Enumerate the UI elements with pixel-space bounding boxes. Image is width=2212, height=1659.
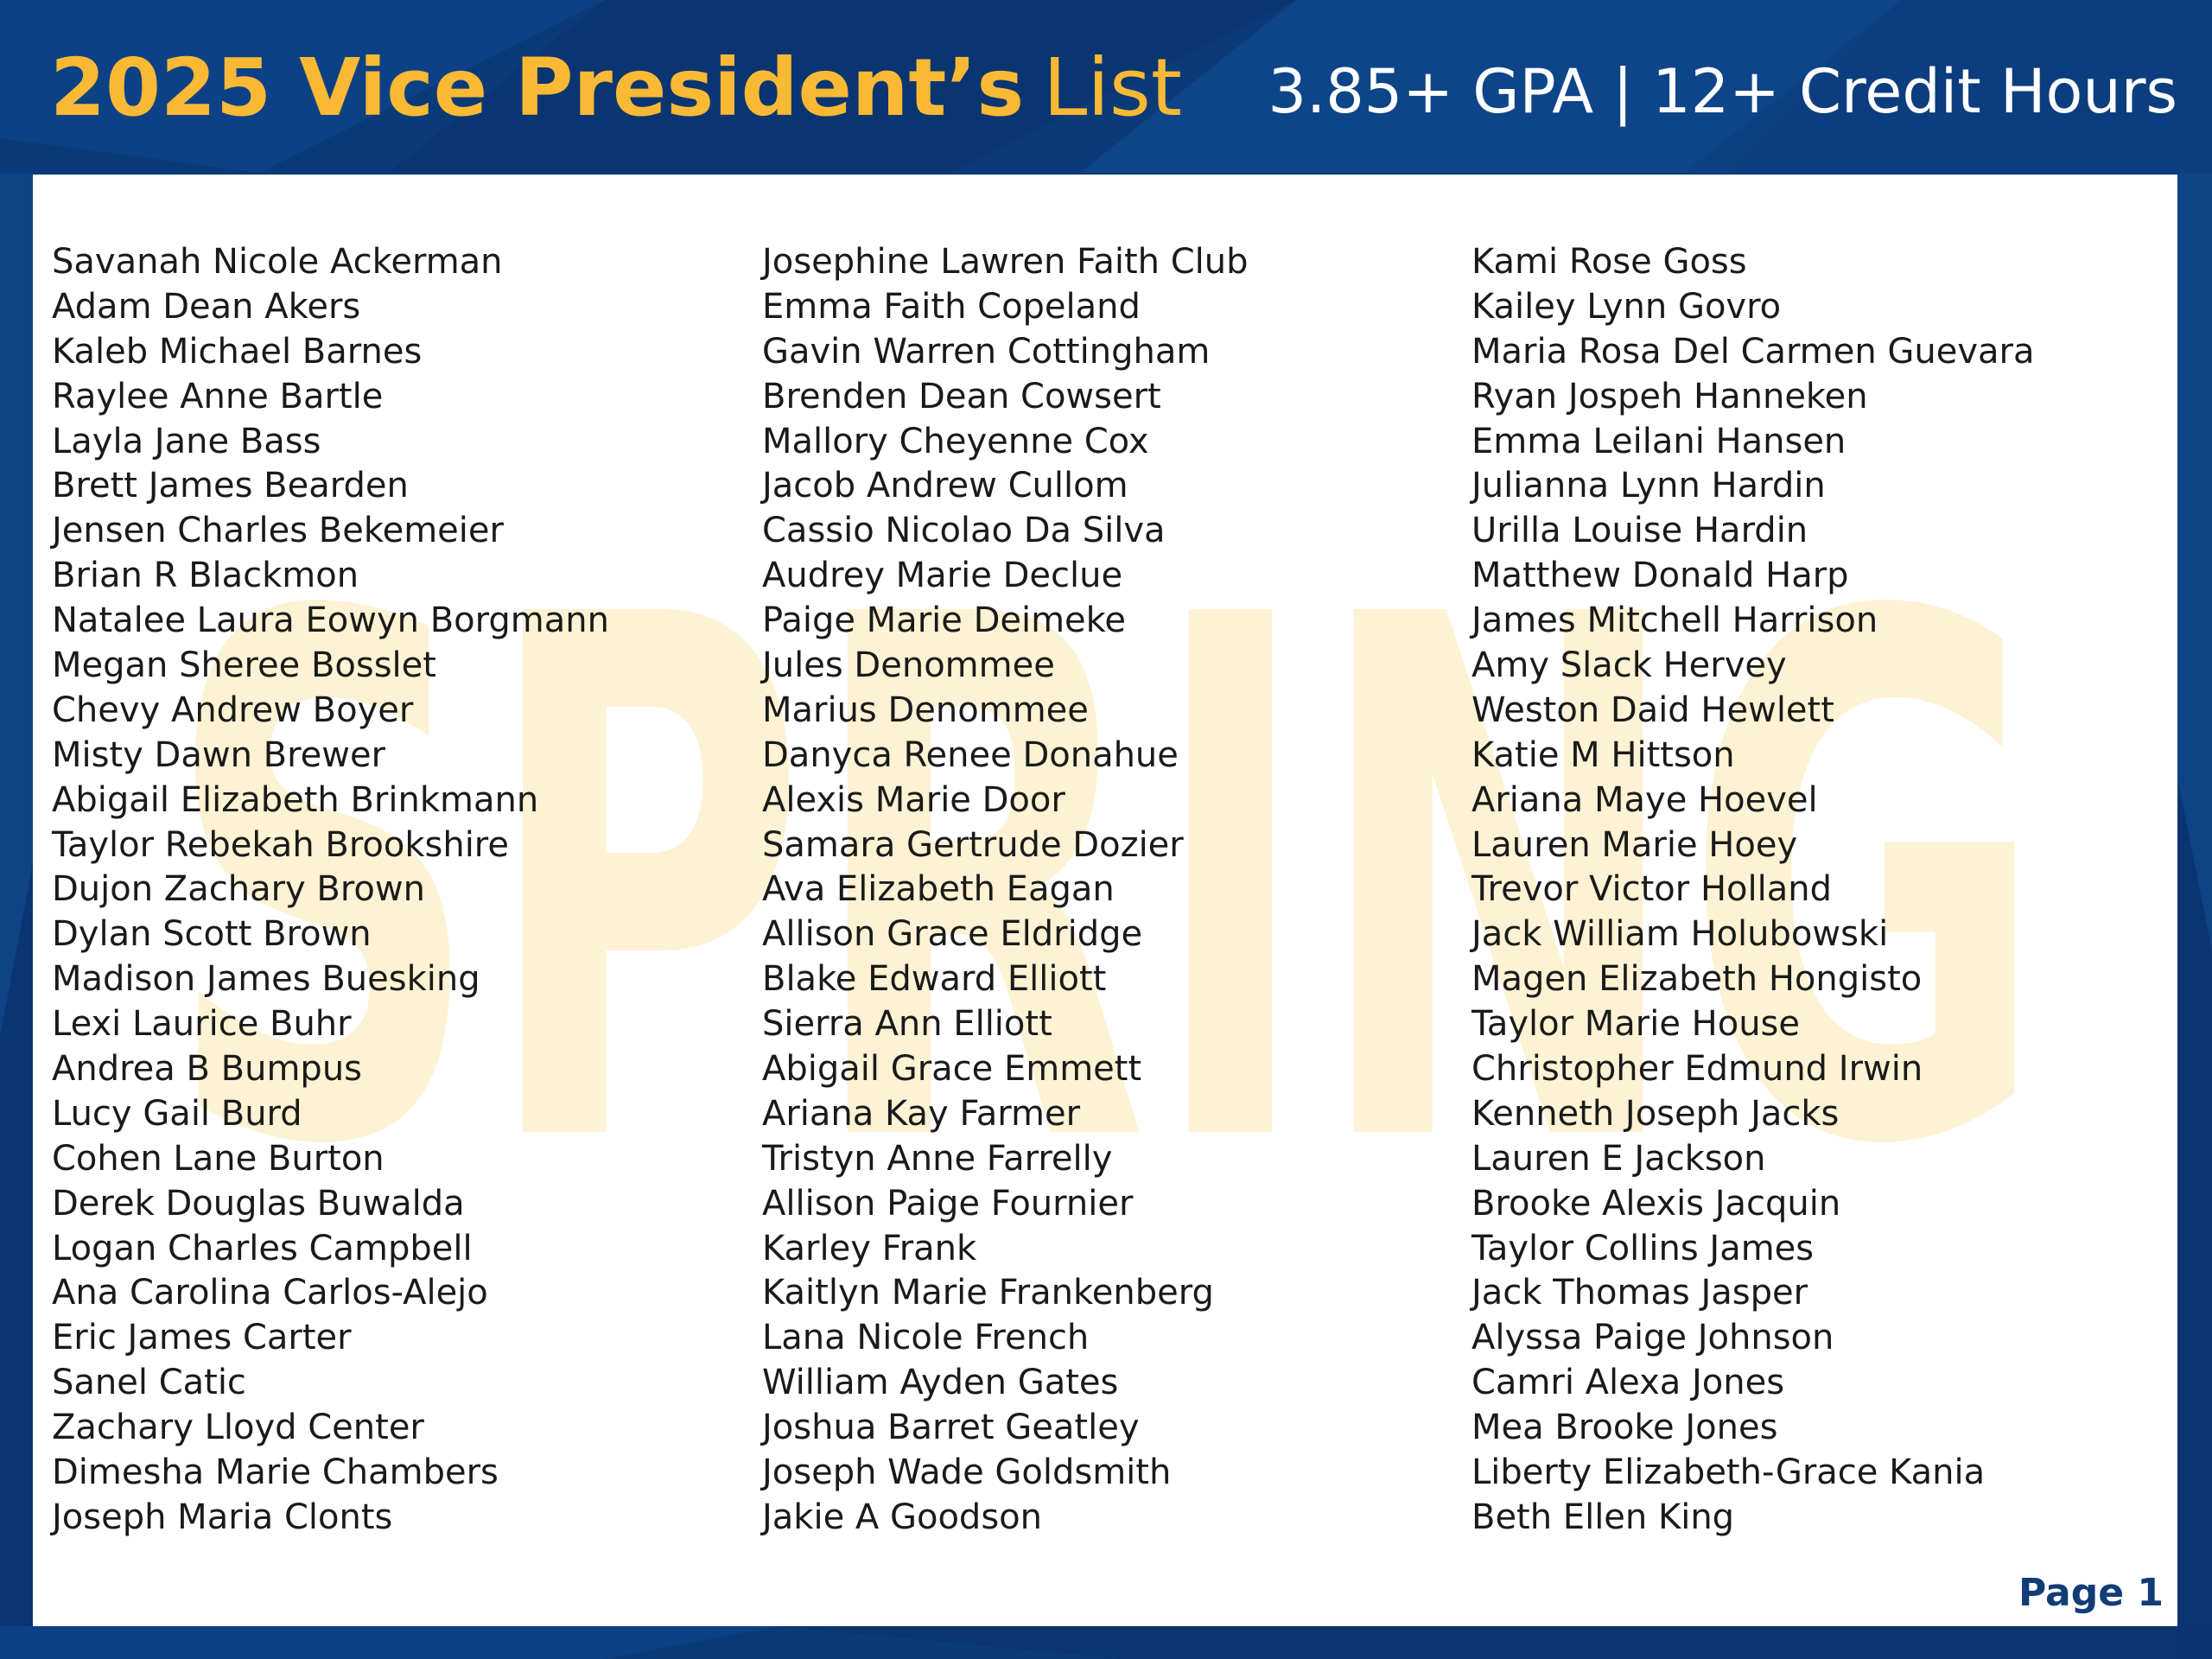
names-panel [33,175,2177,1626]
name-entry: Joshua Barret Geatley [762,1408,1140,1448]
name-entry: Taylor Marie House [1471,1004,1800,1045]
page-title [50,41,1182,134]
name-entry: Trevor Victor Holland [1471,869,1832,910]
name-entry: Lauren Marie Hoey [1471,824,1798,865]
name-entry: Ava Elizabeth Eagan [762,869,1115,910]
name-entry: Joseph Maria Clonts [52,1497,393,1537]
name-entry: Brooke Alexis Jacquin [1471,1183,1841,1224]
name-entry: Karley Frank [762,1228,977,1268]
name-entry: Cassio Nicolao Da Silva [762,511,1166,551]
name-entry: Raylee Anne Bartle [52,376,384,416]
name-entry: Taylor Collins James [1471,1228,1815,1268]
name-entry: Brett James Bearden [52,466,409,506]
names-column-2 [762,240,1249,1541]
name-entry: Dimesha Marie Chambers [52,1452,499,1493]
name-entry: Alyssa Paige Johnson [1471,1318,1834,1358]
names-column-3 [1471,240,2035,1541]
name-entry: Lexi Laurice Buhr [52,1004,352,1045]
title-light: List [1043,41,1182,134]
name-entry: Maria Rosa Del Carmen Guevara [1471,331,2035,372]
name-entry: Jacob Andrew Cullom [762,466,1128,506]
name-entry: Matthew Donald Harp [1471,556,1849,596]
name-entry: Brenden Dean Cowsert [762,376,1161,416]
name-entry: Jensen Charles Bekemeier [52,511,504,551]
name-entry: Andrea B Bumpus [52,1049,363,1090]
name-entry: Josephine Lawren Faith Club [762,242,1249,282]
name-entry: Audrey Marie Declue [762,556,1123,596]
name-entry: Tristyn Anne Farrelly [762,1138,1113,1179]
spring-watermark-text: SPRING [163,467,2047,1301]
name-entry: Christopher Edmund Irwin [1471,1049,1923,1090]
name-entry: James Mitchell Harrison [1471,601,1878,641]
name-entry: Kaitlyn Marie Frankenberg [762,1273,1214,1313]
name-entry: Emma Leilani Hansen [1471,421,1847,461]
name-entry: Megan Sheree Bosslet [52,645,436,686]
header [0,0,2212,173]
name-entry: Abigail Elizabeth Brinkmann [52,779,539,820]
name-entry: Misty Dawn Brewer [52,734,386,775]
criteria-subtitle: 3.85+ GPA | 12+ Credit Hours [1268,56,2177,127]
name-entry: Kami Rose Goss [1471,242,1747,282]
name-entry: Sierra Ann Elliott [762,1004,1052,1045]
name-entry: William Ayden Gates [762,1363,1119,1403]
name-entry: Beth Ellen King [1471,1497,1735,1537]
name-entry: Paige Marie Deimeke [762,601,1127,641]
name-entry: Lana Nicole French [762,1318,1090,1358]
name-entry: Ariana Kay Farmer [762,1093,1081,1134]
name-columns [33,175,2177,1626]
name-entry: Brian R Blackmon [52,556,359,596]
name-entry: Liberty Elizabeth-Grace Kania [1471,1452,1986,1493]
title-bold: 2025 Vice President’s [50,41,1025,134]
name-entry: Mallory Cheyenne Cox [762,421,1149,461]
name-entry: Magen Elizabeth Hongisto [1471,959,1923,1000]
name-entry: Kaleb Michael Barnes [52,331,423,372]
name-entry: Dylan Scott Brown [52,914,372,955]
name-entry: Adam Dean Akers [52,286,361,327]
name-entry: Derek Douglas Buwalda [52,1183,465,1224]
name-entry: Ariana Maye Hoevel [1471,779,1818,820]
name-entry: Urilla Louise Hardin [1471,511,1808,551]
name-entry: Emma Faith Copeland [762,286,1141,327]
name-entry: Taylor Rebekah Brookshire [52,824,509,865]
name-entry: Amy Slack Hervey [1471,645,1787,686]
name-entry: Eric James Carter [52,1318,352,1358]
name-entry: Logan Charles Campbell [52,1228,473,1268]
name-entry: Ryan Jospeh Hanneken [1471,376,1868,416]
name-entry: Kenneth Joseph Jacks [1471,1093,1840,1134]
name-entry: Kailey Lynn Govro [1471,286,1782,327]
name-entry: Marius Denommee [762,690,1089,730]
name-entry: Natalee Laura Eowyn Borgmann [52,601,609,641]
name-entry: Katie M Hittson [1471,734,1735,775]
name-entry: Lucy Gail Burd [52,1093,302,1134]
name-entry: Julianna Lynn Hardin [1471,466,1826,506]
name-entry: Blake Edward Elliott [762,959,1107,1000]
name-entry: Madison James Buesking [52,959,480,1000]
name-entry: Dujon Zachary Brown [52,869,425,910]
name-entry: Allison Paige Fournier [762,1183,1134,1224]
name-entry: Jakie A Goodson [762,1497,1042,1537]
name-entry: Danyca Renee Donahue [762,734,1179,775]
name-entry: Gavin Warren Cottingham [762,331,1211,372]
name-entry: Camri Alexa Jones [1471,1363,1785,1403]
name-entry: Alexis Marie Door [762,779,1065,820]
names-column-1 [52,240,609,1541]
name-entry: Jules Denommee [762,645,1055,686]
name-entry: Cohen Lane Burton [52,1138,385,1179]
name-entry: Abigail Grace Emmett [762,1049,1142,1090]
name-entry: Samara Gertrude Dozier [762,824,1184,865]
name-entry: Weston Daid Hewlett [1471,690,1834,730]
name-entry: Layla Jane Bass [52,421,321,461]
name-entry: Lauren E Jackson [1471,1138,1766,1179]
name-entry: Allison Grace Eldridge [762,914,1143,955]
name-entry: Jack Thomas Jasper [1471,1273,1808,1313]
name-entry: Joseph Wade Goldsmith [762,1452,1172,1493]
name-entry: Savanah Nicole Ackerman [52,242,503,282]
name-entry: Zachary Lloyd Center [52,1408,424,1448]
name-entry: Ana Carolina Carlos-Alejo [52,1273,488,1313]
page-number: Page 1 [2018,1571,2164,1615]
name-entry: Sanel Catic [52,1363,246,1403]
name-entry: Chevy Andrew Boyer [52,690,414,730]
name-entry: Jack William Holubowski [1471,914,1889,955]
name-entry: Mea Brooke Jones [1471,1408,1778,1448]
